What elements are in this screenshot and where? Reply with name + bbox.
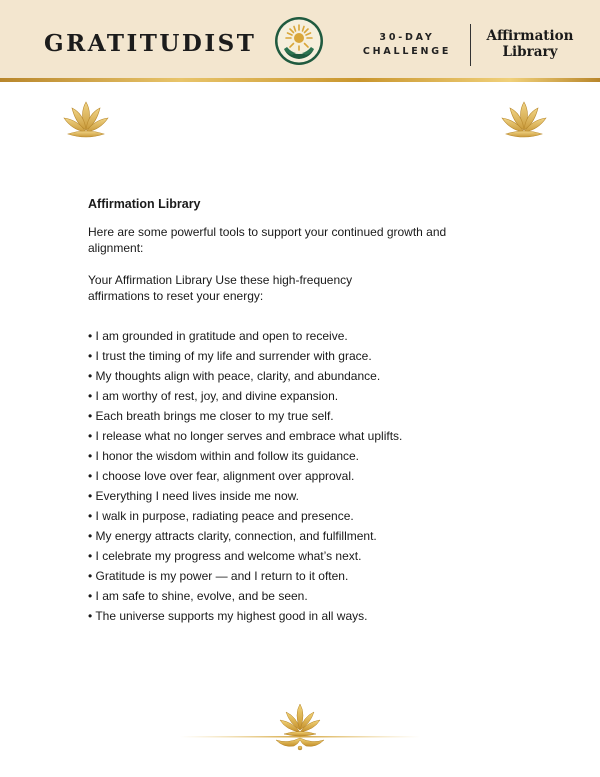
section-title-line-2: Library bbox=[502, 44, 558, 60]
header-divider bbox=[470, 24, 471, 66]
sun-lotus-hands-logo-icon bbox=[274, 16, 324, 66]
list-item: • Everything I need lives inside me now. bbox=[88, 489, 299, 503]
content-title: Affirmation Library bbox=[88, 197, 201, 211]
list-item: • My thoughts align with peace, clarity, and abundance. bbox=[88, 369, 381, 383]
brand-name: GRATITUDIST bbox=[44, 30, 257, 57]
list-item: • I walk in purpose, radiating peace and presence. bbox=[88, 509, 354, 523]
lotus-icon bbox=[60, 98, 112, 142]
list-item: • I celebrate my progress and welcome what’s next. bbox=[88, 549, 362, 563]
list-item: • I am grounded in gratitude and open to receive. bbox=[88, 329, 348, 343]
list-item: • I release what no longer serves and embrace what uplifts. bbox=[88, 429, 403, 443]
header-gold-rule bbox=[0, 78, 600, 82]
challenge-line-1: 30-DAY bbox=[379, 32, 435, 43]
challenge-badge bbox=[352, 31, 462, 59]
header-section-title bbox=[478, 28, 582, 60]
lead-paragraph: Your Affirmation Library Use these high-frequency affirmations to reset your energy: bbox=[88, 273, 353, 303]
list-item: • I choose love over fear, alignment over approval. bbox=[88, 469, 355, 483]
list-item: • I am safe to shine, evolve, and be seen. bbox=[88, 589, 308, 603]
lotus-ornament-icon bbox=[180, 700, 420, 756]
page-header bbox=[0, 0, 600, 78]
list-item: • I am worthy of rest, joy, and divine expansion. bbox=[88, 389, 339, 403]
list-item: • The universe supports my highest good in all ways. bbox=[88, 609, 368, 623]
list-item: • Each breath brings me closer to my true self. bbox=[88, 409, 334, 423]
list-item: • I trust the timing of my life and surrender with grace. bbox=[88, 349, 372, 363]
list-item: • Gratitude is my power — and I return to it often. bbox=[88, 569, 349, 583]
affirmation-content bbox=[88, 196, 448, 628]
list-item: • I honor the wisdom within and follow its guidance. bbox=[88, 449, 360, 463]
intro-paragraph: Here are some powerful tools to support your continued growth and alignment: bbox=[88, 225, 447, 255]
list-item: • My energy attracts clarity, connection, and fulfillment. bbox=[88, 529, 377, 543]
affirmation-list bbox=[88, 328, 448, 628]
lotus-icon bbox=[498, 98, 550, 142]
section-title-line-1: Affirmation bbox=[486, 28, 574, 44]
challenge-line-2: CHALLENGE bbox=[362, 46, 452, 57]
